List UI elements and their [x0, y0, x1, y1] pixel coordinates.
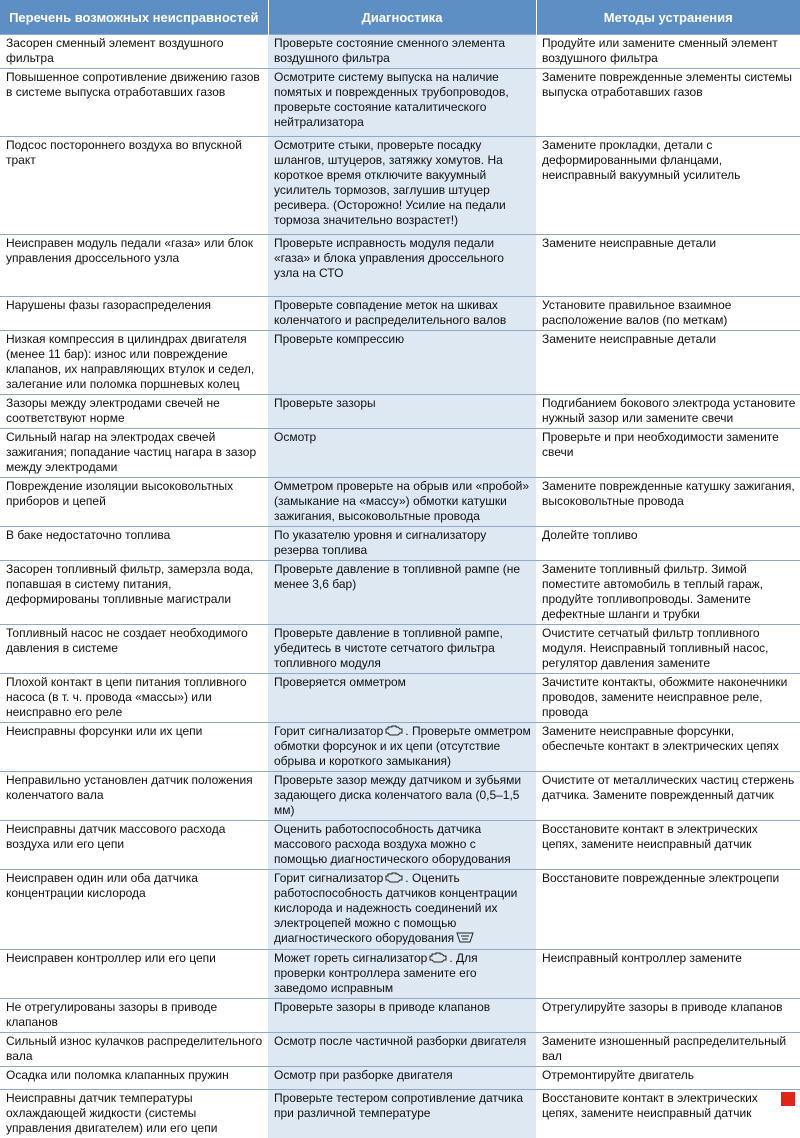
- table-row: [0, 772, 800, 821]
- diagnostics-text-pre: Горит сигнализатор: [274, 871, 383, 885]
- table-row: [0, 1090, 800, 1138]
- table-row: [0, 950, 800, 999]
- table-row: [0, 35, 800, 69]
- fault-cell: Сильный износ кулачков распределительного вала: [0, 1033, 268, 1067]
- table-row: [0, 235, 800, 297]
- check-engine-icon: [429, 952, 447, 963]
- remedy-cell: Подгибанием бокового электрода установите нужный зазор или замените свечи: [536, 395, 800, 429]
- diagnostics-text-post: . Проверьте омметром обмотки форсунок и их цепи (отсутствие обрыва и короткого замыкания): [274, 724, 531, 768]
- fault-cell: Неисправен контроллер или его цепи: [0, 950, 268, 999]
- fault-cell: Неисправен один или оба датчика концентрации кислорода: [0, 870, 268, 950]
- diagnostics-text-post: . Для проверки контроллера замените его заведомо исправным: [274, 951, 478, 995]
- remedy-cell: Замените изношенный распределительный вал: [536, 1033, 800, 1067]
- diagnostics-cell: Проверьте тестером сопротивление датчика при различной температуре: [268, 1090, 536, 1138]
- remedy-cell: Очистите сетчатый фильтр топливного модуля. Неисправный топливный насос, регулятор давления замените: [536, 625, 800, 674]
- check-engine-icon: [385, 872, 403, 883]
- table-row: [0, 723, 800, 772]
- table-row: [0, 1067, 800, 1090]
- diagnostic-connector-icon: [456, 932, 474, 943]
- fault-cell: Повреждение изоляции высоковольтных приборов и цепей: [0, 478, 268, 527]
- remedy-cell: Очистите от металлических частиц стержень датчика. Замените поврежденный датчик: [536, 772, 800, 821]
- fault-cell: Неисправны датчик температуры охлаждающей жидкости (системы управления двигателем) или его цепи: [0, 1090, 268, 1138]
- diagnostics-cell: Осмотр после частичной разборки двигателя: [268, 1033, 536, 1067]
- fault-cell: Неправильно установлен датчик положения коленчатого вала: [0, 772, 268, 821]
- remedy-cell: Продуйте или замените сменный элемент воздушного фильтра: [536, 35, 800, 69]
- diagnostics-cell: Проверьте компрессию: [268, 331, 536, 395]
- fault-cell: Топливный насос не создает необходимого давления в системе: [0, 625, 268, 674]
- table-row: [0, 527, 800, 561]
- remedy-cell: Замените поврежденные элементы системы выпуска отработавших газов: [536, 69, 800, 137]
- table-row: [0, 625, 800, 674]
- diagnostics-cell: [268, 870, 536, 950]
- diagnostics-cell: Осмотр при разборке двигателя: [268, 1067, 536, 1090]
- fault-cell: В баке недостаточно топлива: [0, 527, 268, 561]
- fault-cell: Осадка или поломка клапанных пружин: [0, 1067, 268, 1090]
- table-row: [0, 297, 800, 331]
- fault-cell: Подсос постороннего воздуха во впускной тракт: [0, 137, 268, 235]
- fault-cell: Повышенное сопротивление движению газов в системе выпуска отработавших газов: [0, 69, 268, 137]
- diagnostics-cell: Осмотр: [268, 429, 536, 478]
- fault-cell: Засорен топливный фильтр, замерзла вода, попавшая в систему питания, деформированы топливные магистрали: [0, 561, 268, 625]
- remedy-cell: Зачистите контакты, обожмите наконечники проводов, замените неисправное реле, провода: [536, 674, 800, 723]
- page-corner-marker: [781, 1092, 795, 1106]
- table-header-row: [0, 0, 800, 35]
- fault-cell: Неисправен модуль педали «газа» или блок управления дроссельного узла: [0, 235, 268, 297]
- diagnostics-text-pre: Горит сигнализатор: [274, 724, 383, 738]
- fault-cell: Плохой контакт в цепи питания топливного насоса (в т. ч. провода «массы») или неисправно его реле: [0, 674, 268, 723]
- diagnostics-cell: По указателю уровня и сигнализатору резерва топлива: [268, 527, 536, 561]
- diagnostics-cell: Осмотрите стыки, проверьте посадку шлангов, штуцеров, затяжку хомутов. На короткое время отключите вакуумный усилитель тормозов, заглушив штуцер ресивера. (Осторожно! Усилие на педали тормоза значительно возрастет!): [268, 137, 536, 235]
- fault-cell: Неисправны датчик массового расхода воздуха или его цепи: [0, 821, 268, 870]
- diagnostics-cell: Проверьте зазоры в приводе клапанов: [268, 999, 536, 1033]
- remedy-cell: Отрегулируйте зазоры в приводе клапанов: [536, 999, 800, 1033]
- remedy-cell: Замените топливный фильтр. Зимой поместите автомобиль в теплый гараж, продуйте топливопроводы. Замените дефектные шланги и трубки: [536, 561, 800, 625]
- table-row: [0, 999, 800, 1033]
- table-row: [0, 478, 800, 527]
- diagnostics-cell: Проверьте состояние сменного элемента воздушного фильтра: [268, 35, 536, 69]
- table-row: [0, 821, 800, 870]
- remedy-cell: Установите правильное взаимное расположение валов (по меткам): [536, 297, 800, 331]
- diagnostics-cell: Проверьте совпадение меток на шкивах коленчатого и распределительного валов: [268, 297, 536, 331]
- diagnostics-cell: Проверьте давление в топливной рампе (не менее 3,6 бар): [268, 561, 536, 625]
- remedy-cell: Проверьте и при необходимости замените свечи: [536, 429, 800, 478]
- fault-cell: Неисправны форсунки или их цепи: [0, 723, 268, 772]
- fault-cell: Сильный нагар на электродах свечей зажигания; попадание частиц нагара в зазор между электродами: [0, 429, 268, 478]
- table-row: [0, 1033, 800, 1067]
- table-row: [0, 674, 800, 723]
- remedy-cell: Восстановите поврежденные электроцепи: [536, 870, 800, 950]
- fault-cell: Низкая компрессия в цилиндрах двигателя (менее 11 бар): износ или повреждение клапанов, их направляющих втулок и седел, залегание или поломка поршневых колец: [0, 331, 268, 395]
- diagnostics-cell: Осмотрите систему выпуска на наличие помятых и поврежденных трубопроводов, проверьте состояние каталитического нейтрализатора: [268, 69, 536, 137]
- diagnostics-text-post: . Оценить работоспособность датчиков концентрации кислорода и надежность соединений их электроцепей можно с помощью диагностического оборудования: [274, 871, 517, 945]
- diagnostics-cell: [268, 950, 536, 999]
- table-row: [0, 561, 800, 625]
- table-row: [0, 69, 800, 137]
- diagnostics-cell: Проверьте зазор между датчиком и зубьями задающего диска коленчатого вала (0,5–1,5 мм): [268, 772, 536, 821]
- fault-cell: Зазоры между электродами свечей не соответствуют норме: [0, 395, 268, 429]
- remedy-cell: Замените неисправные форсунки, обеспечьте контакт в электрических цепях: [536, 723, 800, 772]
- remedy-cell: Восстановите контакт в электрических цепях, замените неисправный датчик: [536, 821, 800, 870]
- header-remedies: Методы устранения: [536, 0, 800, 35]
- remedy-cell: Неисправный контроллер замените: [536, 950, 800, 999]
- diagnostics-cell: Проверяется омметром: [268, 674, 536, 723]
- table-row: [0, 395, 800, 429]
- remedy-cell: Отремонтируйте двигатель: [536, 1067, 800, 1090]
- header-diagnostics: Диагностика: [268, 0, 536, 35]
- diagnostics-cell: Омметром проверьте на обрыв или «пробой» (замыкание на «массу») обмотки катушки зажигания, высоковольтные провода: [268, 478, 536, 527]
- remedy-cell: Замените неисправные детали: [536, 331, 800, 395]
- fault-cell: Засорен сменный элемент воздушного фильтра: [0, 35, 268, 69]
- diagnostics-cell: Проверьте давление в топливной рампе, убедитесь в чистоте сетчатого фильтра топливного модуля: [268, 625, 536, 674]
- remedy-cell: Восстановите контакт в электрических цепях, замените неисправный датчик: [536, 1090, 800, 1138]
- remedy-cell: Замените прокладки, детали с деформированными фланцами, неисправный вакуумный усилитель: [536, 137, 800, 235]
- diagnostics-cell: Оценить работоспособность датчика массового расхода воздуха можно с помощью диагностического оборудования: [268, 821, 536, 870]
- header-faults: Перечень возможных неисправностей: [0, 0, 268, 35]
- table-row: [0, 137, 800, 235]
- remedy-cell: Долейте топливо: [536, 527, 800, 561]
- diagnostics-text-pre: Может гореть сигнализатор: [274, 951, 427, 965]
- check-engine-icon: [385, 725, 403, 736]
- diagnostics-cell: Проверьте исправность модуля педали «газа» и блока управления дроссельного узла на СТО: [268, 235, 536, 297]
- table-row: [0, 331, 800, 395]
- diagnostics-cell: Проверьте зазоры: [268, 395, 536, 429]
- remedy-cell: Замените неисправные детали: [536, 235, 800, 297]
- table-row: [0, 429, 800, 478]
- fault-cell: Не отрегулированы зазоры в приводе клапанов: [0, 999, 268, 1033]
- diagnostics-cell: [268, 723, 536, 772]
- fault-cell: Нарушены фазы газораспределения: [0, 297, 268, 331]
- remedy-cell: Замените поврежденные катушку зажигания, высоковольтные провода: [536, 478, 800, 527]
- table-row: [0, 870, 800, 950]
